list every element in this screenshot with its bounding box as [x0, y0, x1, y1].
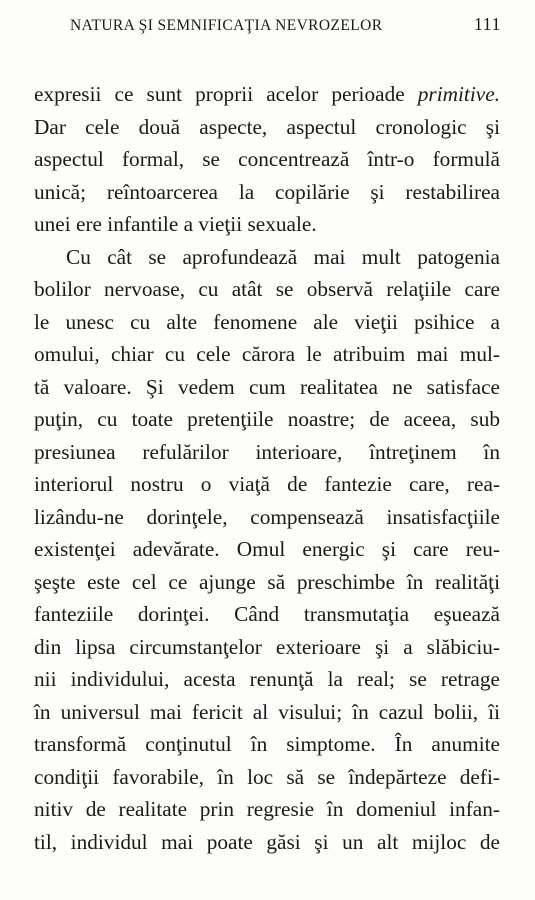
text-line: aspectul formal, se concentrează într-o formulă	[34, 147, 500, 171]
italic-word: primitive.	[417, 82, 500, 106]
text-line: condiţii favorabile, în loc să se îndepărteze defi-	[34, 764, 500, 789]
text-line: unică; reîntoarcerea la copilărie şi restabilirea	[34, 179, 500, 204]
text-line: fanteziile dorinţei. Când transmutaţia eşuează	[34, 602, 500, 626]
running-title: NATURA ŞI SEMNIFICAŢIA NEVROZELOR	[70, 17, 383, 34]
text-line: bolilor nervoase, cu atât se observă relaţiile care	[34, 277, 500, 301]
text-line: nii individului, acesta renunţă la real; se retrage	[34, 667, 500, 691]
text-line: unei ere infantile a vieţii sexuale.	[34, 212, 317, 236]
text-line: din lipsa circumstanţelor exterioare şi a slăbiciu-	[34, 634, 500, 659]
text-line: omului, chiar cu cele cărora le atribuim mai mul-	[34, 342, 500, 366]
text-line: interiorul nostru o viaţă de fantezie care, rea-	[34, 472, 500, 496]
text-line: expresii ce sunt proprii acelor perioade primitive.	[34, 82, 500, 106]
text-line: presiunea refulărilor interioare, întreţinem în	[34, 439, 500, 464]
text-line: Cu cât se aprofundează mai mult patogenia	[66, 244, 500, 269]
text-line: existenţei adevărate. Omul energic şi care reu-	[34, 537, 500, 561]
text-line: puţin, cu toate pretenţiile noastre; de aceea, sub	[34, 407, 500, 431]
running-header	[70, 14, 501, 38]
text-line: transformă conţinutul în simptome. În anumite	[34, 732, 500, 756]
text-line: nitiv de realitate prin regresie în domeniul infan-	[34, 797, 500, 821]
text-line: şeşte este cel ce ajunge să preschimbe în realităţi	[34, 569, 500, 594]
text-line: le unesc cu alte fenomene ale vieţii psihice a	[34, 309, 500, 334]
text-line: tă valoare. Şi vedem cum realitatea ne satisface	[34, 374, 500, 399]
text-line: Dar cele două aspecte, aspectul cronologic şi	[34, 114, 500, 139]
text-line: în universul mai fericit al visului; în cazul bolii, îi	[34, 699, 500, 724]
text-line: lizându-ne dorinţele, compensează insatisfacţiile	[34, 504, 500, 529]
body-text	[34, 78, 500, 858]
page-number: 111	[473, 14, 501, 34]
text-line: til, individul mai poate găsi şi un alt mijloc de	[34, 829, 500, 854]
